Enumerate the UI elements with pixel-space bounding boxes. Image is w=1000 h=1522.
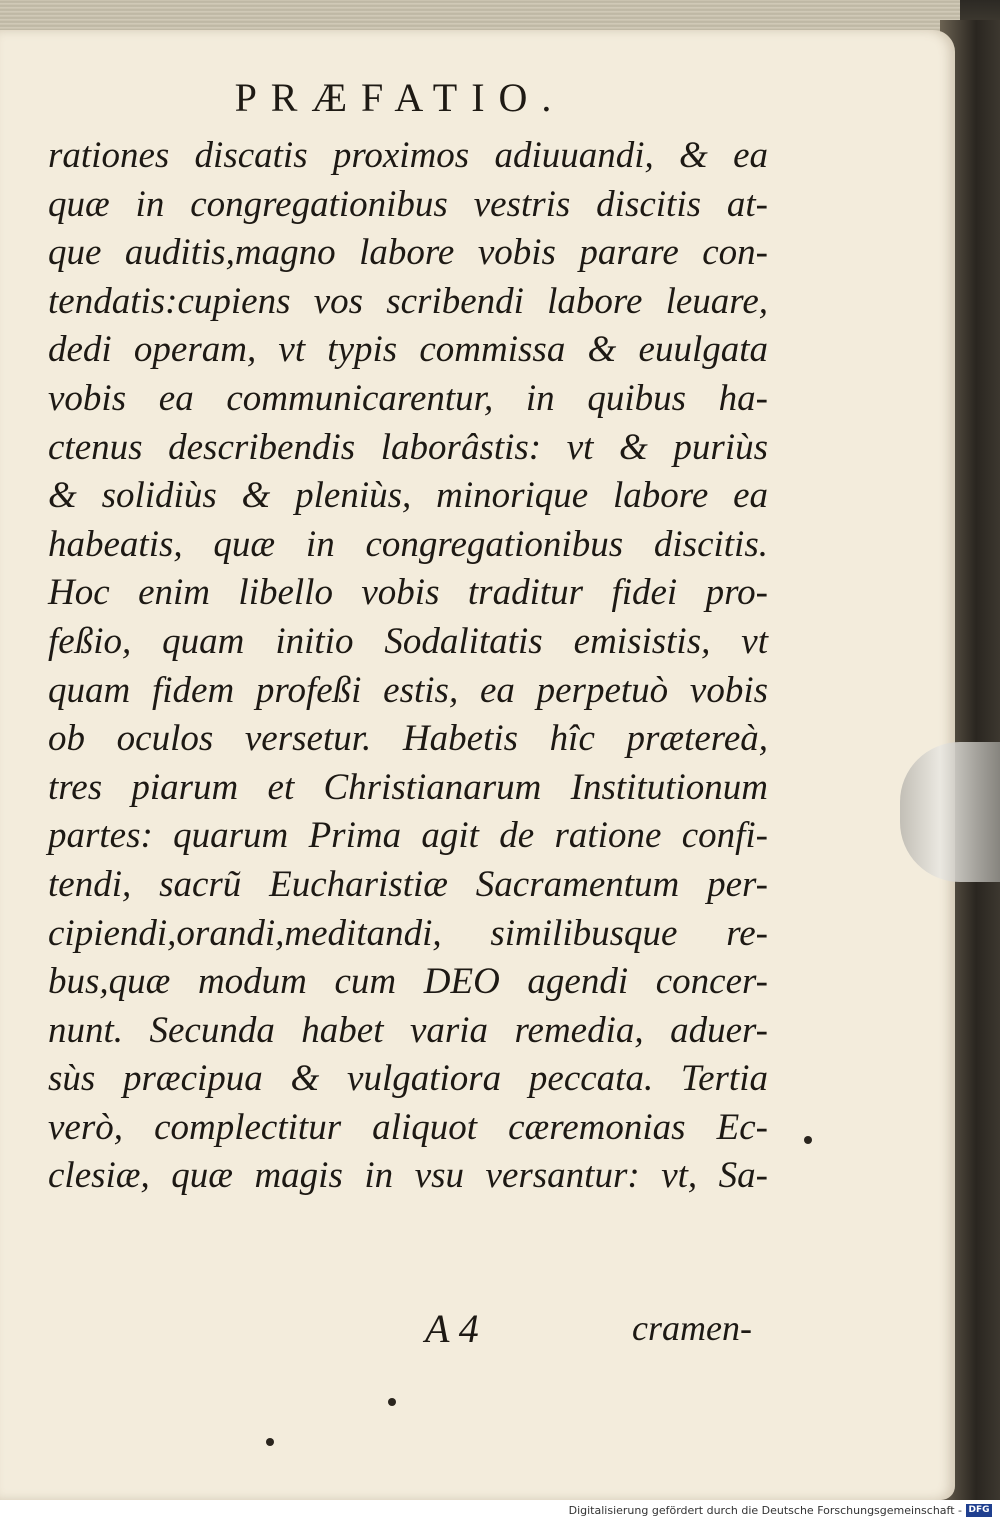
- text-line: & solidiùs & pleniùs, minorique labore ea: [48, 475, 768, 517]
- text-line: partes: quarum Prima agit de ratione confi-: [48, 815, 768, 857]
- text-line: ctenus describendis laborâstis: vt & puriùs: [48, 426, 768, 468]
- text-line: tendi, sacrũ Eucharistiæ Sacramentum per-: [48, 863, 768, 905]
- signature-mark: A 4: [425, 1306, 479, 1351]
- footer-bar: [0, 1500, 1000, 1522]
- text-line: clesiæ, quæ magis in vsu versantur: vt, Sa-: [48, 1155, 768, 1197]
- ink-speck: [388, 1398, 396, 1406]
- text-line: quæ in congregationibus vestris discitis at-: [48, 183, 768, 225]
- running-head: PRÆFATIO.: [234, 75, 566, 120]
- text-line: sùs præcipua & vulgatiora peccata. Tertia: [48, 1058, 768, 1100]
- text-line: rationes discatis proximos adiuuandi, & ea: [48, 135, 768, 176]
- text-line: Hoc enim libello vobis traditur fidei pro-: [48, 572, 768, 614]
- text-line: feßio, quam initio Sodalitatis emisistis, vt: [48, 620, 768, 662]
- text-line: ob oculos versetur. Habetis hîc prætereà,: [48, 718, 768, 760]
- ink-speck: [804, 1136, 812, 1144]
- page-clip: [900, 742, 1000, 882]
- text-line: habeatis, quæ in congregationibus discitis.: [48, 523, 768, 565]
- text-line: cipiendi,orandi,meditandi, similibusque re-: [48, 912, 768, 954]
- page-body-text: [48, 132, 768, 1201]
- funding-credit: Digitalisierung gefördert durch die Deutsche Forschungsgemeinschaft -: [568, 1504, 962, 1517]
- text-line: verò, complectitur aliquot cæremonias Ec-: [48, 1106, 768, 1148]
- text-line: quam fidem profeßi estis, ea perpetuò vobis: [48, 669, 768, 711]
- text-line: dedi operam, vt typis commissa & euulgata: [48, 329, 768, 371]
- ink-speck: [266, 1438, 274, 1446]
- text-line: nunt. Secunda habet varia remedia, aduer-: [48, 1009, 768, 1051]
- catchword: cramen-: [632, 1308, 752, 1348]
- text-line: tres piarum et Christianarum Institutionum: [48, 766, 768, 808]
- text-line: vobis ea communicarentur, in quibus ha-: [48, 377, 768, 419]
- dfg-logo: DFG: [966, 1504, 992, 1517]
- text-line: bus,quæ modum cum DEO agendi concer-: [48, 961, 768, 1003]
- text-line: tendatis:cupiens vos scribendi labore leuare,: [48, 280, 768, 322]
- text-line: que auditis,magno labore vobis parare con-: [48, 232, 768, 274]
